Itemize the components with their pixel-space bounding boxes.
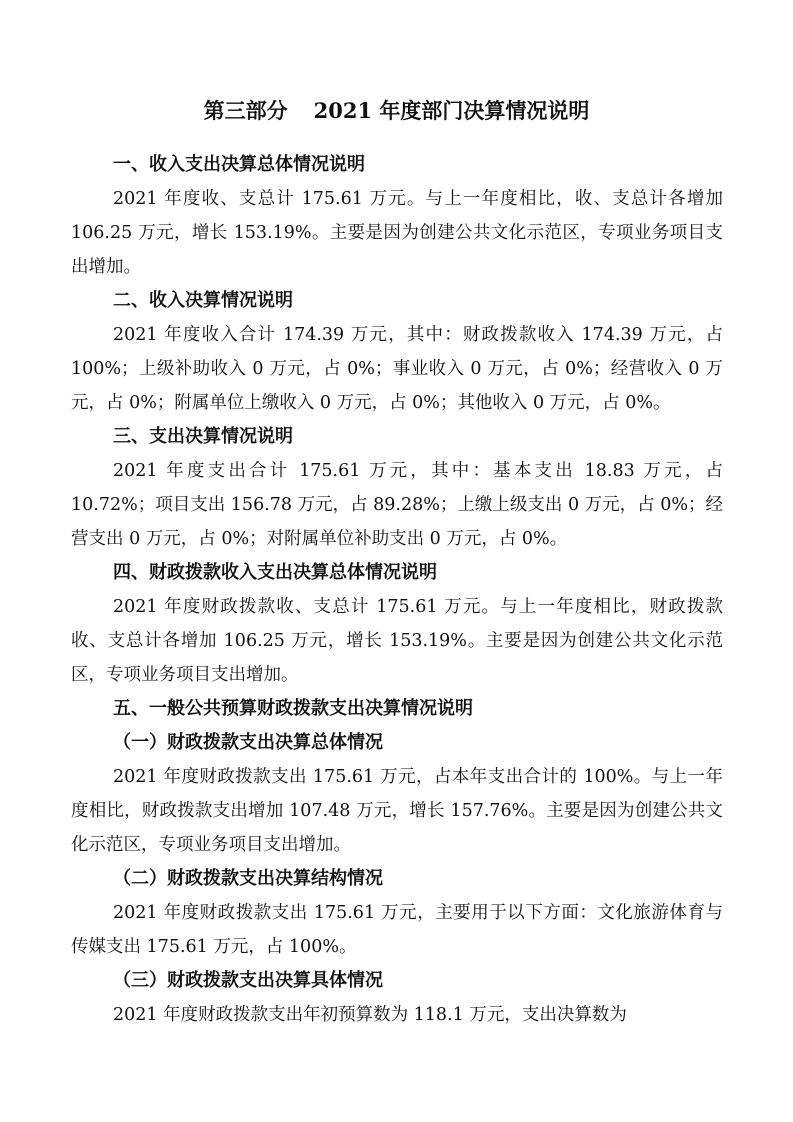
section-paragraph-1: 2021 年度收、支总计 175.61 万元。与上一年度相比，收、支总计各增加 106.25 万元，增长 153.19%。主要是因为创建公共文化示范区，专项业务项目支出增加。 [71, 189, 723, 277]
section-paragraph-2: 2021 年度收入合计 174.39 万元，其中：财政拨款收入 174.39 万元，占 100%；上级补助收入 0 万元，占 0%；事业收入 0 万元，占 0%；经营收入 0 万元，占 0%；附属单位上缴收入 0 万元，占 0%；其他收入 0 万元，占 0%。 [71, 325, 723, 413]
title-report-name: 2021 年度部门决算情况说明 [313, 98, 590, 123]
page-title [0, 95, 793, 127]
subsection-heading-1: （一）财政拨款支出决算总体情况 [113, 732, 383, 753]
title-part-label: 第三部分 [203, 98, 288, 123]
subsection-paragraph-3: 2021 年度财政拨款支出年初预算数为 118.1 万元，支出决算数为 [113, 1005, 627, 1025]
section-heading-4: 四、财政拨款收入支出决算总体情况说明 [113, 562, 437, 583]
section-paragraph-3: 2021 年度支出合计 175.61 万元，其中：基本支出 18.83 万元，占 10.72%；项目支出 156.78 万元，占 89.28%；上缴上级支出 0 万元，占 0%；经营支出 0 万元，占 0%；对附属单位补助支出 0 万元，占 0%。 [71, 461, 723, 549]
section-paragraph-4: 2021 年度财政拨款收、支总计 175.61 万元。与上一年度相比，财政拨款收、支总计各增加 106.25 万元，增长 153.19%。主要是因为创建公共文化示范区，专项业务项目支出增加。 [71, 597, 723, 685]
document-body [71, 148, 723, 1032]
section-heading-1: 一、收入支出决算总体情况说明 [113, 154, 365, 175]
section-heading-2: 二、收入决算情况说明 [113, 290, 293, 311]
subsection-heading-2: （二）财政拨款支出决算结构情况 [113, 868, 383, 889]
section-heading-5: 五、一般公共预算财政拨款支出决算情况说明 [113, 698, 473, 719]
subsection-paragraph-1: 2021 年度财政拨款支出 175.61 万元，占本年支出合计的 100%。与上一年度相比，财政拨款支出增加 107.48 万元，增长 157.76%。主要是因为创建公共文化示范区，专项业务项目支出增加。 [71, 767, 723, 855]
section-heading-3: 三、支出决算情况说明 [113, 426, 293, 447]
subsection-heading-3: （三）财政拨款支出决算具体情况 [113, 970, 383, 991]
subsection-paragraph-2: 2021 年度财政拨款支出 175.61 万元，主要用于以下方面：文化旅游体育与传媒支出 175.61 万元，占 100%。 [71, 903, 723, 957]
